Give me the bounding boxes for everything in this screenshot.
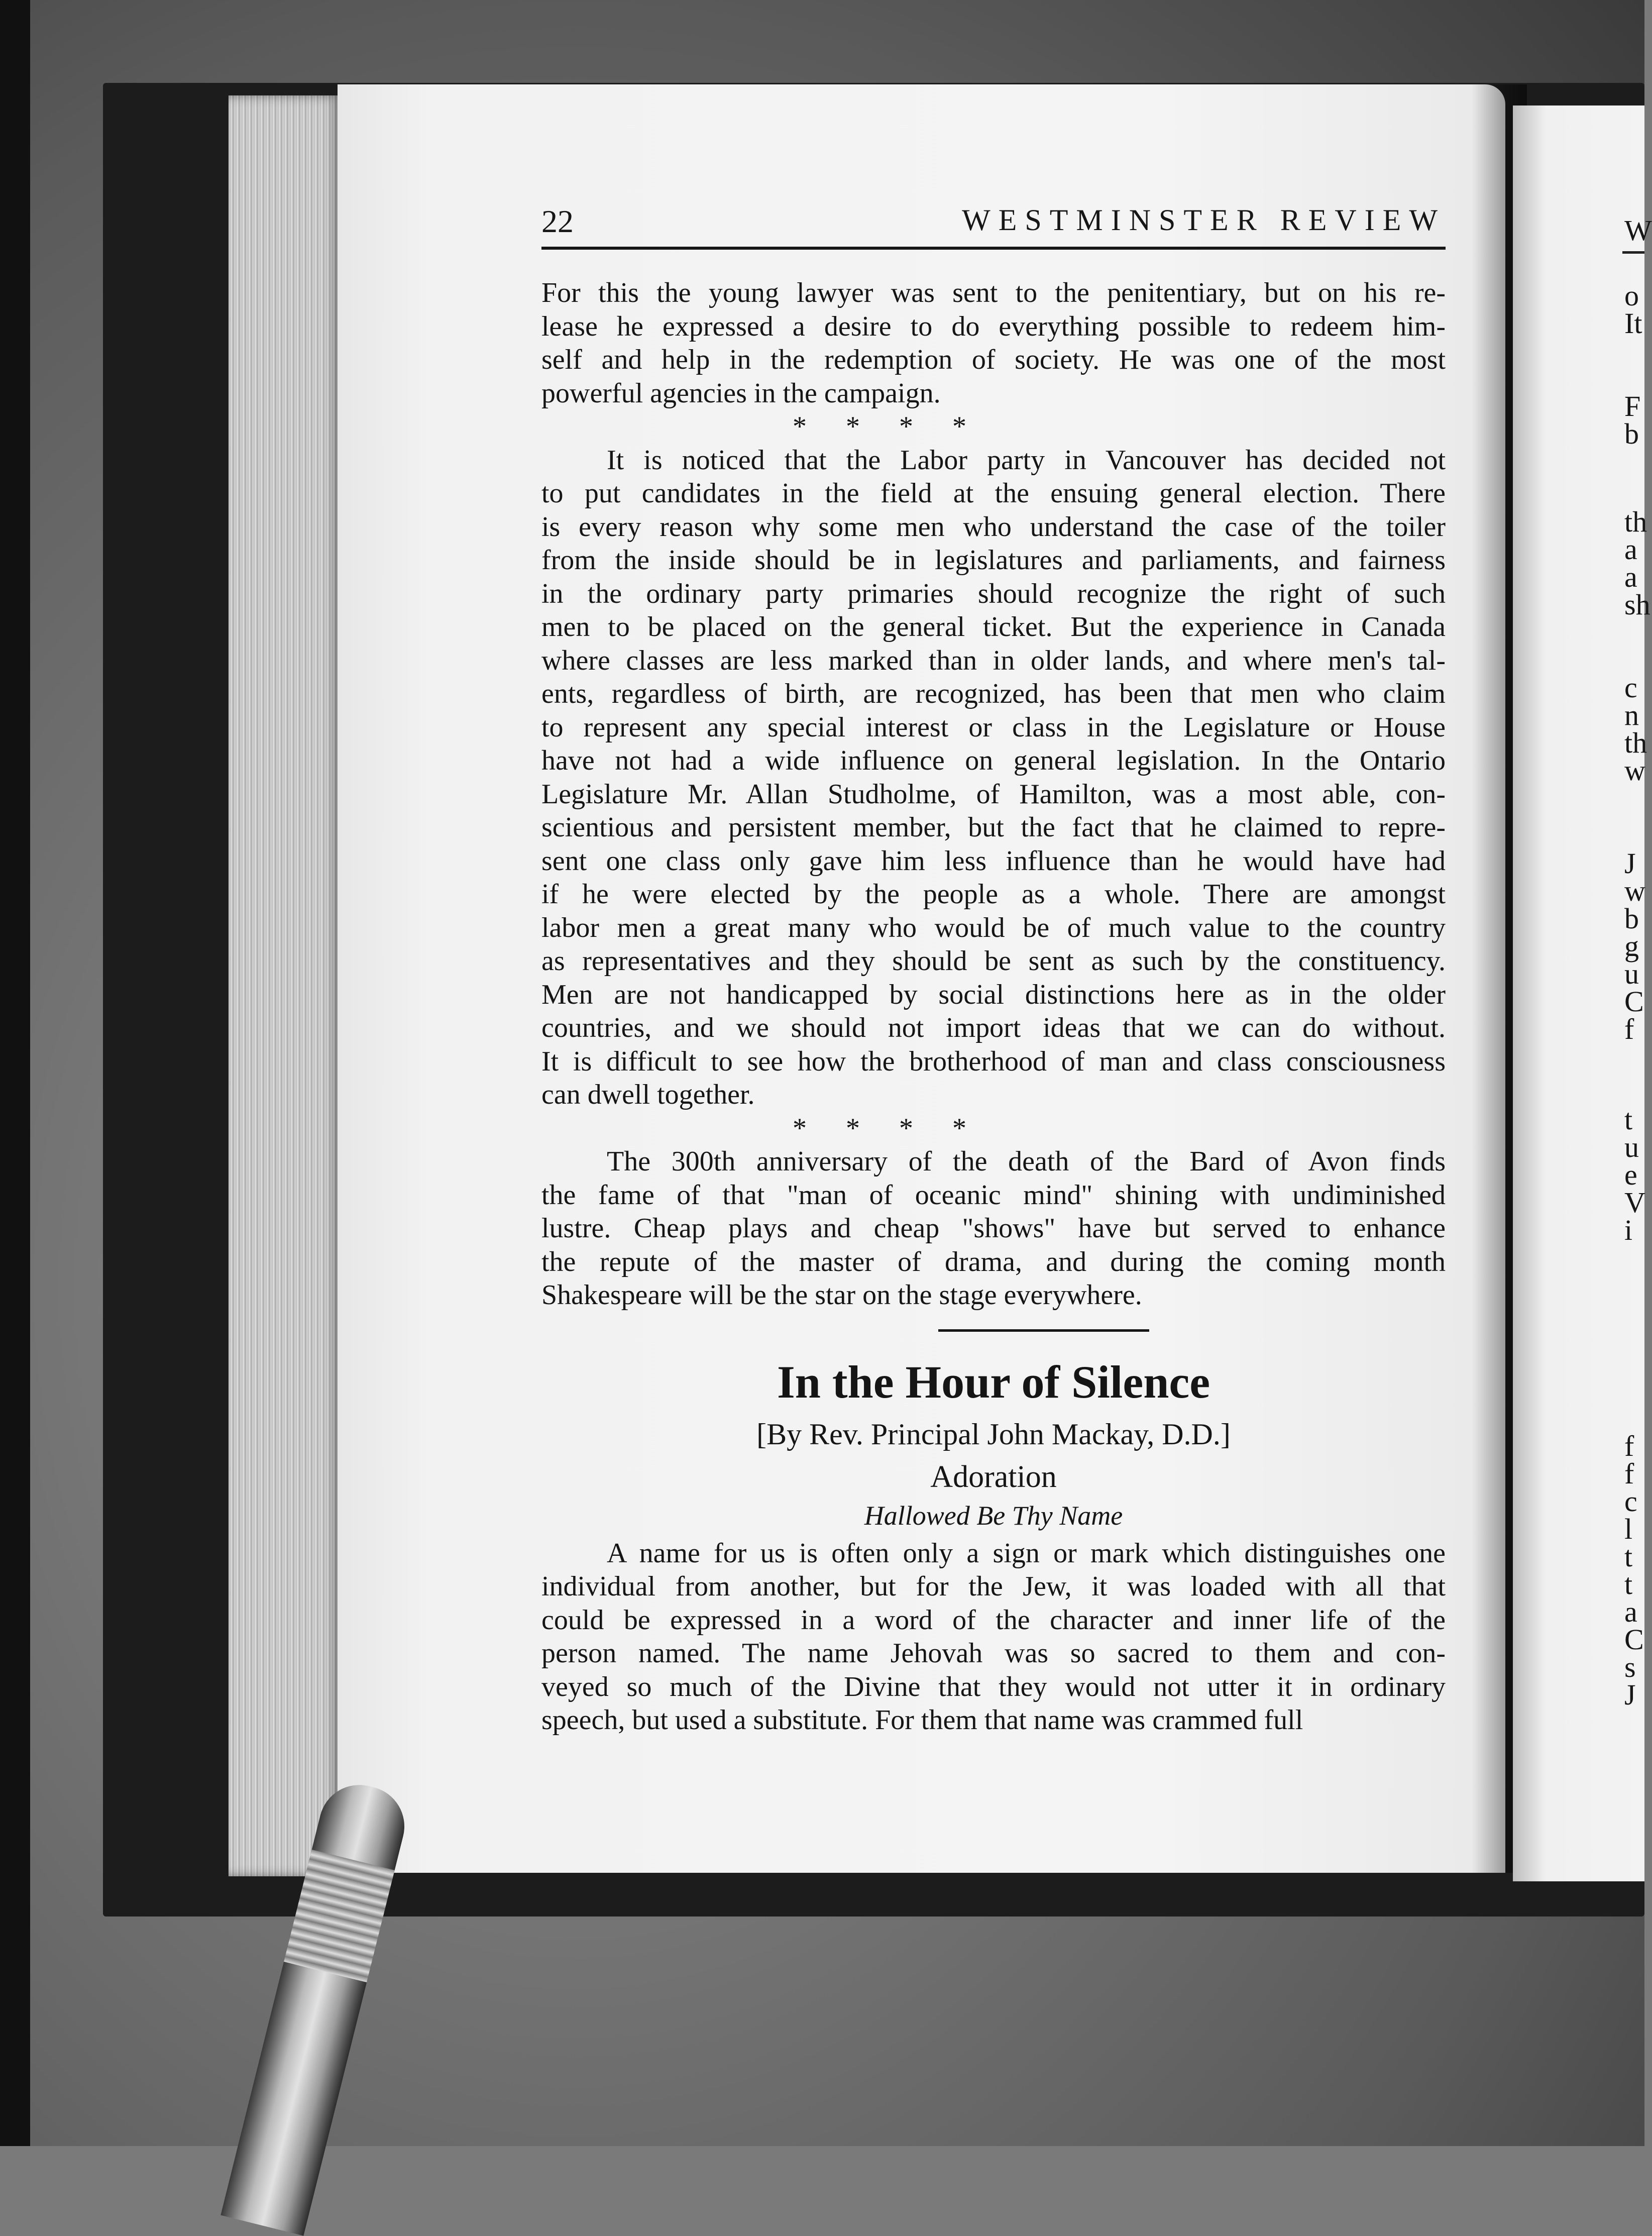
article-title: In the Hour of Silence	[777, 1356, 1210, 1408]
text-line: if he were elected by the people as a whole. There are amongst	[541, 879, 1446, 910]
facing-line-fragment: f	[1624, 1430, 1634, 1462]
text-line: sent one class only gave him less influence than he would have had	[541, 845, 1446, 877]
facing-line-fragment: t	[1624, 1540, 1633, 1573]
facing-line-fragment: C	[1624, 1623, 1644, 1656]
text-line: lustre. Cheap plays and cheap "shows" have but served to enhance	[541, 1213, 1446, 1244]
paragraph-shakespeare	[541, 1145, 1446, 1312]
facing-line-fragment: J	[1624, 1678, 1636, 1711]
facing-line-fragment: F	[1624, 390, 1641, 422]
text-line: from the inside should be in legislatures and parliaments, and fairness	[541, 545, 1446, 576]
text-line: men to be placed on the general ticket. But the experience in Canada	[541, 611, 1446, 643]
facing-line-fragment: u	[1624, 1131, 1639, 1163]
journal-title: WESTMINSTER REVIEW	[962, 203, 1446, 237]
article-byline: [By Rev. Principal John Mackay, D.D.]	[756, 1417, 1231, 1451]
facing-line-fragment: w	[1624, 875, 1645, 907]
facing-line-fragment: V	[1624, 1186, 1645, 1219]
text-line: ents, regardless of birth, are recognized, has been that men who claim	[541, 678, 1446, 709]
facing-line-fragment: C	[1624, 985, 1644, 1018]
running-head	[541, 196, 1446, 256]
facing-line-fragment: a	[1624, 533, 1637, 566]
section-separator: * * * *	[793, 411, 982, 442]
text-line: A name for us is often only a sign or mark which distinguishes one	[607, 1537, 1446, 1569]
facing-line-fragment: b	[1624, 902, 1639, 935]
text-line: The 300th anniversary of the death of the Bard of Avon finds	[607, 1146, 1446, 1177]
facing-line-fragment: s	[1624, 1651, 1636, 1683]
section-heading: Adoration	[930, 1459, 1057, 1494]
text-line: individual from another, but for the Jew, it was loaded with all that	[541, 1571, 1446, 1602]
text-line: Men are not handicapped by social distinctions here as in the older	[541, 979, 1446, 1010]
facing-line-fragment: f	[1624, 1013, 1634, 1045]
text-line: self and help in the redemption of society. He was one of the most	[541, 344, 1446, 375]
facing-running-head-letter: W	[1624, 214, 1652, 247]
section-separator: * * * *	[793, 1112, 982, 1144]
facing-line-fragment: sh	[1624, 588, 1650, 621]
facing-page-head-rule	[1622, 251, 1644, 254]
text-line: veyed so much of the Divine that they would not utter it in ordinary	[541, 1671, 1446, 1702]
facing-line-fragment: It	[1624, 307, 1642, 340]
article-break-rule	[938, 1329, 1149, 1332]
facing-line-fragment: a	[1624, 561, 1637, 593]
facing-line-fragment: th	[1624, 505, 1647, 538]
facing-line-fragment: n	[1624, 699, 1639, 731]
text-line: speech, but used a substitute. For them that name was crammed full	[541, 1705, 1303, 1736]
facing-line-fragment: f	[1624, 1457, 1634, 1490]
text-line: Shakespeare will be the star on the stage everywhere.	[541, 1280, 1142, 1311]
facing-line-fragment: t	[1624, 1103, 1633, 1136]
facing-line-fragment: a	[1624, 1595, 1637, 1628]
facing-line-fragment: th	[1624, 726, 1647, 759]
facing-line-fragment: b	[1624, 417, 1639, 450]
facing-line-fragment: o	[1624, 279, 1639, 312]
paragraph-name	[541, 1537, 1446, 1737]
paragraph-labor-party	[541, 444, 1446, 1112]
subsection-heading: Hallowed Be Thy Name	[864, 1500, 1123, 1531]
facing-line-fragment: J	[1624, 847, 1636, 880]
text-line: to represent any special interest or class in the Legislature or House	[541, 711, 1446, 743]
facing-line-fragment: c	[1624, 671, 1637, 704]
left-dark-edge	[0, 0, 30, 2146]
text-line: powerful agencies in the campaign.	[541, 377, 941, 409]
text-line: could be expressed in a word of the character and inner life of the	[541, 1604, 1446, 1636]
facing-line-fragment: w	[1624, 754, 1645, 787]
text-line: labor men a great many who would be of much value to the country	[541, 912, 1446, 943]
facing-line-fragment: e	[1624, 1158, 1637, 1191]
facing-line-fragment: l	[1624, 1513, 1633, 1545]
text-line: can dwell together.	[541, 1079, 755, 1110]
text-line: It is noticed that the Labor party in Vancouver has decided not	[607, 444, 1446, 476]
text-line: the repute of the master of drama, and during the coming month	[541, 1246, 1446, 1277]
text-line: the fame of that "man of oceanic mind" shining with undiminished	[541, 1179, 1446, 1211]
page-body	[541, 276, 1446, 1737]
facing-line-fragment: i	[1624, 1214, 1633, 1246]
text-line: is every reason why some men who understand the case of the toiler	[541, 511, 1446, 543]
text-line: where classes are less marked than in older lands, and where men's tal-	[541, 645, 1446, 676]
paragraph-lawyer	[541, 276, 1446, 410]
text-line: person named. The name Jehovah was so sacred to them and con-	[541, 1638, 1446, 1669]
text-line: For this the young lawyer was sent to the penitentiary, but on his re-	[541, 277, 1446, 308]
text-line: have not had a wide influence on general legislation. In the Ontario	[541, 745, 1446, 776]
facing-line-fragment: u	[1624, 957, 1639, 990]
header-rule	[541, 247, 1446, 250]
text-line: in the ordinary party primaries should recognize the right of such	[541, 578, 1446, 609]
facing-line-fragment: g	[1624, 930, 1639, 963]
text-line: lease he expressed a desire to do everything possible to redeem him-	[541, 310, 1446, 342]
facing-line-fragment: t	[1624, 1568, 1633, 1601]
text-line: scientious and persistent member, but the fact that he claimed to repre-	[541, 812, 1446, 843]
page-edges	[229, 95, 342, 1876]
text-line: as representatives and they should be sent as such by the constituency.	[541, 945, 1446, 977]
facing-line-fragment: c	[1624, 1485, 1637, 1518]
page-number: 22	[541, 203, 574, 239]
text-line: It is difficult to see how the brotherhood of man and class consciousness	[541, 1045, 1446, 1077]
text-line: countries, and we should not import ideas that we can do without.	[541, 1012, 1446, 1043]
text-line: to put candidates in the field at the ensuing general election. There	[541, 478, 1446, 509]
text-line: Legislature Mr. Allan Studholme, of Hamilton, was a most able, con-	[541, 778, 1446, 810]
